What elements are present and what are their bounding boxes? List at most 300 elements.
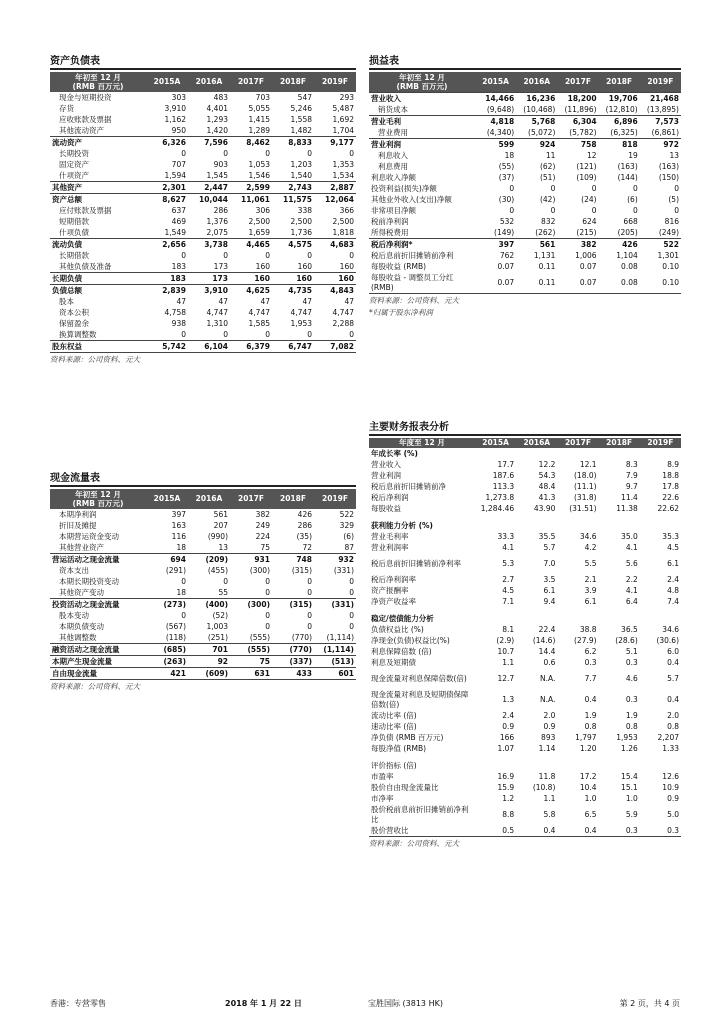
cashflow-table (50, 489, 356, 679)
row-value: 1,704 (332, 126, 354, 135)
row-value: 47 (218, 297, 228, 306)
row-value: 4,401 (206, 104, 228, 113)
row-value: 0.3 (625, 826, 638, 835)
row-value: 0.9 (543, 722, 556, 731)
row-value: 12.6 (662, 772, 679, 781)
row-value: 338 (297, 206, 312, 215)
table-row (369, 194, 681, 205)
row-value: 2,887 (314, 182, 356, 194)
row-value: (35) (296, 532, 312, 541)
balance-sheet-title: 资产负债表 (50, 55, 356, 70)
row-value: 758 (557, 139, 598, 151)
row-value: 12 (587, 151, 597, 160)
row-label: 每股收益 (371, 504, 401, 513)
row-label: 其他营业资产 (59, 543, 104, 552)
row-value: 183 (146, 273, 188, 285)
row-value: 1.0 (584, 794, 597, 803)
table-row (50, 520, 356, 531)
row-value: (455) (207, 566, 228, 575)
row-value: 2,500 (290, 217, 312, 226)
row-value: 8.9 (667, 460, 679, 469)
row-value: 6.1 (584, 597, 597, 606)
row-value: 47 (176, 297, 186, 306)
table-row (369, 531, 681, 542)
row-value: 3.9 (584, 586, 597, 595)
table-row (369, 172, 681, 183)
row-value: 11 (545, 151, 556, 160)
row-value: 5,055 (248, 104, 270, 113)
row-value: (770) (272, 644, 314, 656)
row-value: 3.5 (543, 575, 556, 584)
row-value: 10,044 (188, 194, 230, 206)
row-value: 160 (272, 273, 314, 285)
row-value (599, 448, 640, 459)
header-year: 2015A (146, 489, 188, 509)
row-label: 长期负债 (50, 273, 146, 285)
row-value: (18.0) (574, 471, 597, 480)
table-row (369, 574, 681, 585)
row-value: 5.1 (625, 647, 638, 656)
row-label: 长期借款 (59, 251, 89, 260)
row-value: 0.8 (625, 722, 638, 731)
table-row (50, 250, 356, 261)
row-value: 397 (171, 510, 186, 519)
row-value: (55) (498, 162, 515, 171)
row-label: 负债权益比 (%) (371, 625, 424, 634)
row-value: 8,833 (272, 137, 314, 149)
row-label: 应付账款及票据 (59, 206, 112, 215)
row-value: 0.4 (584, 826, 597, 835)
row-value: 703 (255, 93, 270, 102)
row-value: 249 (255, 521, 270, 530)
balance-sheet-source: 资料来源：公司资料、元大 (50, 352, 356, 365)
row-label: 其他负债及准备 (59, 262, 112, 271)
row-value: 637 (171, 206, 186, 215)
row-value: 0 (349, 622, 354, 631)
row-value: 0 (632, 184, 638, 193)
row-value: 0 (307, 251, 312, 260)
row-value: 75 (260, 543, 270, 552)
row-value: 397 (475, 239, 516, 251)
row-label: 营业毛利 (369, 116, 475, 128)
row-value: 0.9 (502, 722, 515, 731)
header-year: 2018F (272, 489, 314, 509)
row-label: 固定资产 (59, 160, 89, 169)
row-value: 11,575 (272, 194, 314, 206)
row-value: 0 (265, 149, 270, 158)
row-value: 1,420 (206, 126, 228, 135)
row-value: 163 (171, 521, 186, 530)
row-value: 47 (260, 297, 270, 306)
row-value: 2,599 (230, 182, 272, 194)
row-value: 17.2 (579, 772, 597, 781)
row-label: 投资利益(损失)净额 (371, 184, 437, 193)
row-value: (37) (498, 173, 515, 182)
row-value: 561 (516, 239, 557, 251)
row-value: 18 (176, 588, 186, 597)
row-value: (5) (668, 195, 679, 204)
row-value: 12.2 (538, 460, 556, 469)
row-label: 税后息前折旧摊销前净利 (371, 251, 454, 260)
row-value: 547 (297, 93, 312, 102)
row-value: 0.11 (538, 277, 556, 287)
table-row (369, 596, 681, 607)
table-row (50, 261, 356, 273)
row-label: 市净率 (371, 794, 394, 803)
row-value: 4,625 (230, 285, 272, 297)
table-row (369, 470, 681, 481)
row-value: (1,114) (314, 644, 356, 656)
table-row (50, 148, 356, 159)
row-value: 0 (591, 184, 597, 193)
row-value: 1,415 (248, 115, 270, 124)
row-label: 营业利润 (371, 471, 401, 480)
row-value: 5.5 (584, 558, 597, 568)
row-value: 1,549 (164, 228, 186, 237)
row-value: 7,596 (188, 137, 230, 149)
row-value: 0 (307, 149, 312, 158)
row-value: 286 (213, 206, 228, 215)
row-value: 10.9 (662, 783, 679, 792)
row-label: 其他业外收入(支出)净额 (371, 195, 452, 204)
row-value: 0 (181, 577, 186, 586)
cashflow-title: 现金流量表 (50, 472, 356, 487)
row-value: 22.6 (662, 493, 679, 502)
row-label: 利息收入净额 (371, 173, 416, 182)
row-value: (251) (207, 633, 228, 642)
row-value: 4,735 (272, 285, 314, 297)
row-value: 14.4 (538, 647, 556, 656)
row-value: 762 (499, 251, 515, 260)
row-value: 4.5 (667, 543, 679, 552)
row-value: 0 (223, 149, 228, 158)
row-value: 4,465 (230, 239, 272, 251)
row-value: 224 (255, 532, 270, 541)
row-value (599, 760, 640, 771)
row-value: 5.8 (543, 809, 556, 819)
table-row (369, 613, 681, 624)
row-value: 55 (218, 588, 228, 597)
row-label: 营运活动之现金流量 (50, 554, 146, 566)
row-value: 0.08 (621, 262, 638, 271)
row-value: (118) (165, 633, 186, 642)
row-value: 1.20 (579, 744, 597, 753)
row-value: 4.1 (625, 543, 638, 552)
row-value: 694 (146, 554, 188, 566)
header-label-line1: 年初至 12 月 (75, 490, 121, 499)
row-value: 6.1 (543, 586, 556, 595)
row-value: 75 (230, 656, 272, 668)
row-value: 1.33 (662, 744, 679, 753)
row-value: 2.0 (667, 711, 679, 720)
row-value: 16,236 (516, 93, 557, 105)
row-value: 207 (213, 521, 228, 530)
row-label: 净负债 (RMB 百万元) (371, 733, 444, 742)
row-value: 1,104 (616, 251, 638, 260)
table-row (50, 668, 356, 680)
table-row (369, 150, 681, 161)
row-value: (555) (249, 633, 270, 642)
row-label: 评价指标 (倍) (371, 761, 417, 770)
row-value: 2,500 (248, 217, 270, 226)
row-label: 折旧及摊提 (59, 521, 97, 530)
row-label: 其他资产 (50, 182, 146, 194)
row-label: 速动比率 (倍) (371, 722, 417, 731)
row-value: 22.62 (657, 504, 679, 513)
row-value: 972 (640, 139, 681, 151)
row-value: 4,758 (164, 308, 186, 317)
row-value: (770) (291, 633, 312, 642)
row-value: 187.6 (492, 471, 515, 480)
table-row (369, 825, 681, 836)
table-row (50, 205, 356, 216)
row-label: 营业收入 (369, 93, 475, 105)
row-value: 38.8 (579, 625, 597, 634)
footer-date: 2018 年 1 月 22 日 (225, 999, 302, 1008)
row-value: 0.4 (543, 826, 556, 835)
row-label: 营业费用 (378, 128, 408, 137)
row-value: 72 (302, 543, 312, 552)
row-value: (9,648) (486, 105, 515, 114)
row-value: 286 (297, 521, 312, 530)
row-value: 0 (265, 611, 270, 620)
row-label: 每股收益 (RMB) (371, 262, 427, 271)
table-row (369, 721, 681, 732)
row-value: (149) (494, 228, 515, 237)
table-row (369, 743, 681, 754)
table-row (369, 553, 681, 574)
table-row (50, 542, 356, 554)
row-value: 1,818 (332, 228, 354, 237)
row-value: 1,289 (248, 126, 270, 135)
row-value: 17.8 (662, 482, 679, 491)
row-value: 7,082 (314, 341, 356, 353)
row-label: 短期借款 (59, 217, 89, 226)
header-year: 2019F (640, 72, 681, 93)
row-value: N.A. (539, 694, 556, 704)
row-value: 47 (302, 297, 312, 306)
table-row (50, 194, 356, 206)
row-value: 893 (541, 733, 556, 742)
row-value: 329 (339, 521, 354, 530)
row-value: 0.3 (584, 658, 597, 667)
row-value: (4,340) (486, 128, 515, 137)
row-value (516, 520, 557, 531)
table-row (50, 114, 356, 125)
row-value: 6.1 (667, 558, 679, 568)
row-value: 1.3 (502, 694, 515, 704)
row-value: 0.07 (579, 262, 597, 271)
page-footer (50, 998, 680, 1010)
row-value: (10.8) (532, 783, 556, 792)
row-value: 1,540 (290, 171, 312, 180)
row-value: 421 (146, 668, 188, 680)
row-value: 522 (339, 510, 354, 519)
row-label: 应收账款及票据 (59, 115, 112, 124)
row-value: 601 (314, 668, 356, 680)
header-label-line1: 年初至 12 月 (399, 73, 445, 82)
row-value: (13,895) (646, 105, 679, 114)
row-value: 5.7 (543, 543, 556, 552)
row-value: 0.3 (667, 826, 679, 835)
row-value: 483 (213, 93, 228, 102)
row-value: 5.0 (667, 809, 679, 819)
table-row (369, 585, 681, 596)
row-value: 382 (255, 510, 270, 519)
row-value: 1.26 (621, 744, 638, 753)
table-row (50, 182, 356, 194)
row-value: 3,910 (188, 285, 230, 297)
row-value: 707 (171, 160, 186, 169)
row-value: 19 (628, 151, 638, 160)
row-value: 15.1 (621, 783, 638, 792)
row-value: 0 (307, 611, 312, 620)
row-value: 1,546 (248, 171, 270, 180)
row-value: 6,326 (146, 137, 188, 149)
row-label: 获利能力分析 (%) (371, 521, 433, 530)
row-value: (513) (314, 656, 356, 668)
balance-sheet-table (50, 72, 356, 352)
row-value: 1.0 (625, 794, 638, 803)
row-value: 1,310 (206, 319, 228, 328)
row-label: 税前净利润 (371, 217, 409, 226)
row-label: 稳定/偿债能力分析 (371, 614, 434, 623)
table-row (369, 710, 681, 721)
row-value: 0 (223, 577, 228, 586)
row-value: 35.3 (662, 532, 679, 541)
row-value: 2,656 (146, 239, 188, 251)
row-value: 92 (188, 656, 230, 668)
row-value: 4.1 (502, 543, 515, 552)
row-value: 924 (516, 139, 557, 151)
row-value: 4.6 (625, 673, 638, 683)
row-value (640, 520, 681, 531)
row-value (475, 613, 516, 624)
row-value: 22.4 (538, 625, 556, 634)
table-row (50, 509, 356, 520)
row-value: 816 (664, 217, 679, 226)
table-row (50, 621, 356, 632)
row-value: 0 (265, 577, 270, 586)
row-value: (30) (498, 195, 515, 204)
row-label: 股东权益 (50, 341, 146, 353)
row-value: 18 (504, 151, 515, 160)
row-value: 561 (213, 510, 228, 519)
header-year: 2016A (516, 72, 557, 93)
row-value: 2.7 (502, 575, 515, 584)
row-value: 0 (349, 149, 354, 158)
ratios-source: 资料来源：公司资料、元大 (369, 836, 681, 849)
row-value: 366 (339, 206, 354, 215)
row-value: 0.08 (621, 277, 638, 287)
row-value: 0.10 (662, 277, 679, 287)
table-row (50, 554, 356, 566)
row-value: 9,177 (314, 137, 356, 149)
row-value: 1,162 (164, 115, 186, 124)
row-value (516, 760, 557, 771)
row-value: 41.3 (538, 493, 556, 502)
row-label: 本期净利润 (59, 510, 97, 519)
table-row (369, 227, 681, 239)
row-value: 15.4 (621, 772, 638, 781)
footer-company: 宝胜国际 (3813 HK) (368, 999, 443, 1008)
row-value: 532 (499, 217, 515, 226)
table-row (369, 116, 681, 128)
row-value: (163) (617, 162, 638, 171)
row-value: 0 (265, 330, 270, 339)
row-value: 4.5 (502, 586, 515, 595)
header-year: 2018F (599, 438, 640, 448)
row-value: 0 (181, 330, 186, 339)
table-row (369, 635, 681, 646)
table-row (50, 216, 356, 227)
row-value (557, 613, 598, 624)
row-value: 8,627 (146, 194, 188, 206)
row-value: 160 (297, 262, 312, 271)
table-row (50, 576, 356, 587)
row-value (640, 760, 681, 771)
row-value: 0 (550, 206, 556, 215)
header-row (50, 489, 356, 509)
row-value: 0.10 (662, 262, 679, 271)
row-value (475, 448, 516, 459)
row-value: 160 (255, 262, 270, 271)
header-year: 2018F (272, 72, 314, 92)
row-value: 0 (349, 611, 354, 620)
row-value: 18,200 (557, 93, 598, 105)
row-value: 0.5 (502, 826, 515, 835)
row-label: 负债总额 (50, 285, 146, 297)
header-label (50, 72, 146, 92)
row-value: 0.07 (497, 262, 515, 271)
row-value: 938 (171, 319, 186, 328)
row-value: 160 (230, 273, 272, 285)
table-row (369, 520, 681, 531)
row-label: 利息及短期债 (371, 658, 416, 667)
row-value: 0 (349, 251, 354, 260)
row-value: 2,839 (146, 285, 188, 297)
row-value: (555) (230, 644, 272, 656)
row-label: 其他流动资产 (59, 126, 104, 135)
row-value: 3,910 (164, 104, 186, 113)
row-value: 12.1 (579, 460, 597, 469)
row-value: 4.2 (584, 543, 597, 552)
row-label: 利息费用 (378, 162, 408, 171)
table-row (50, 610, 356, 621)
table-row (50, 644, 356, 656)
row-value: 2,301 (146, 182, 188, 194)
table-row (369, 205, 681, 216)
row-value: 3,738 (188, 239, 230, 251)
ratios-panel (369, 421, 681, 849)
row-value: 4,818 (475, 116, 516, 128)
row-value: 2.4 (502, 711, 515, 720)
row-label: 净资产收益率 (371, 597, 416, 606)
row-value: 160 (314, 273, 356, 285)
row-value: (262) (535, 228, 556, 237)
row-value: 0.8 (667, 722, 679, 731)
row-value: 1,053 (248, 160, 270, 169)
row-value: 818 (599, 139, 640, 151)
table-row (50, 318, 356, 329)
row-value: 1,953 (616, 733, 638, 742)
row-value: 1,545 (206, 171, 228, 180)
row-value: 1,353 (332, 160, 354, 169)
row-value: (6,325) (610, 128, 638, 137)
row-value: 0 (509, 206, 515, 215)
row-value: (51) (539, 173, 556, 182)
row-value: (6) (627, 195, 638, 204)
